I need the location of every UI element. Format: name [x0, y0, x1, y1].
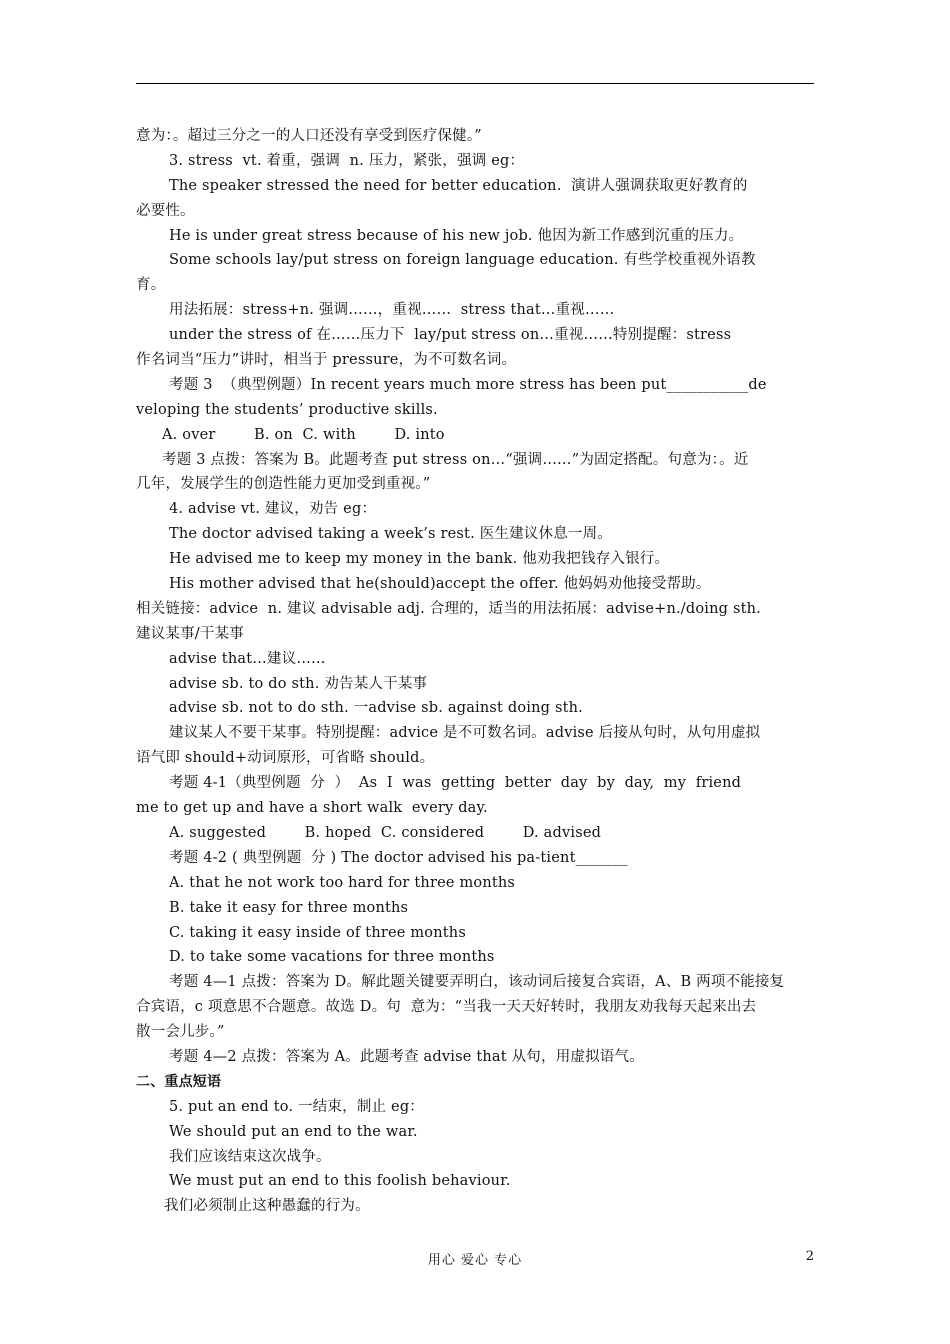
text-line: C. taking it easy inside of three months: [169, 924, 466, 941]
text-line: 育。: [136, 277, 166, 294]
text-line: 意为：。超过三分之一的人口还没有享受到医疗保健。”: [136, 128, 482, 144]
text-line: A. that he not work too hard for three months: [169, 874, 516, 891]
page-number: 2: [805, 1249, 814, 1264]
text-line: 考题 4—2 点拨：答案为 A。此题考查 advise that 从句，用虚拟语气。: [169, 1048, 644, 1065]
text-line: 相关链接：advice n. 建议 advisable adj. 合理的，适当的用法拓展：advise+n./doing sth.: [136, 600, 761, 617]
text-line: 我们应该结束这次战争。: [169, 1148, 331, 1165]
text-line: 合宾语，c 项意思不合题意。故选 D。句 意为：“当我一天天好转时，我朋友劝我每天起来出去: [136, 999, 757, 1016]
text-line: The speaker stressed the need for better education. 演讲人强调获取更好教育的: [169, 177, 748, 194]
text-line: Some schools lay/put stress on foreign language education. 有些学校重视外语教: [169, 252, 756, 269]
text-line: under the stress of 在……压力下 lay/put stress on…重视……特别提醒：stress: [169, 327, 732, 344]
text-line: 建议某人不要干某事。特别提醒：advice 是不可数名词。advise 后接从句时，从句用虚拟: [169, 725, 761, 742]
text-line: 考题 4—1 点拨：答案为 D。解此题关键要弄明白，该动词后接复合宾语，A、B 两项不能接复: [169, 974, 785, 991]
text-line: advise sb. to do sth. 劝告某人干某事: [169, 675, 428, 692]
text-line: D. to take some vacations for three months: [169, 949, 495, 966]
text-line: The doctor advised taking a week’s rest. 医生建议休息一周。: [169, 526, 612, 543]
text-line: 考题 3 （典型例题）In recent years much more stress has been put___________de: [169, 376, 767, 393]
text-line: advise sb. not to do sth. 一advise sb. against doing sth.: [169, 700, 583, 717]
text-line: 考题 4-1（典型例题 分 ） As I was getting better day by day, my friend: [169, 775, 742, 792]
text-line: A. suggested B. hoped C. considered D. advised: [169, 824, 602, 841]
text-line: 建议某事/干某事: [136, 625, 244, 642]
text-line: 必要性。: [136, 202, 195, 219]
section-heading: 二、重点短语: [136, 1073, 222, 1090]
header-rule: [136, 83, 814, 84]
text-line: 5. put an end to. 一结束，制止 eg：: [169, 1098, 424, 1115]
text-line: 语气即 should+动词原形，可省略 should。: [136, 750, 435, 767]
text-line: His mother advised that he(should)accept the offer. 他妈妈劝他接受帮助。: [169, 576, 711, 593]
text-line: We should put an end to the war.: [169, 1123, 418, 1140]
text-line: 4. advise vt. 建议，劝告 eg：: [169, 501, 377, 518]
text-line: 3. stress vt. 着重，强调 n. 压力，紧张，强调 eg：: [169, 152, 525, 169]
text-line: He advised me to keep my money in the bank. 他劝我把钱存入银行。: [169, 551, 670, 568]
text-line: me to get up and have a short walk every day.: [136, 800, 488, 817]
text-line: 考题 4-2 ( 典型例题 分 ) The doctor advised his pa-tient_______: [169, 849, 628, 866]
text-line: 我们必须制止这种愚蠢的行为。: [164, 1198, 370, 1215]
footer-motto: 用心 爱心 专心: [427, 1253, 523, 1268]
text-line: He is under great stress because of his new job. 他因为新工作感到沉重的压力。: [169, 227, 744, 244]
text-line: A. over B. on C. with D. into: [162, 426, 445, 443]
document-body: [136, 124, 814, 1219]
text-line: 散一会儿步。”: [136, 1024, 225, 1041]
text-line: 考题 3 点拨：答案为 B。此题考查 put stress on…“强调……”为固定搭配。句意为：。近: [162, 451, 749, 468]
text-line: We must put an end to this foolish behaviour.: [169, 1173, 511, 1190]
text-line: veloping the students’ productive skills.: [136, 401, 438, 418]
text-line: advise that…建议……: [169, 650, 326, 667]
text-line: 作名词当“压力”讲时，相当于 pressure，为不可数名词。: [136, 352, 517, 369]
text-line: 用法拓展：stress+n. 强调……，重视…… stress that…重视……: [169, 302, 615, 319]
text-line: B. take it easy for three months: [169, 899, 409, 916]
text-line: 几年，发展学生的创造性能力更加受到重视。”: [136, 476, 431, 493]
